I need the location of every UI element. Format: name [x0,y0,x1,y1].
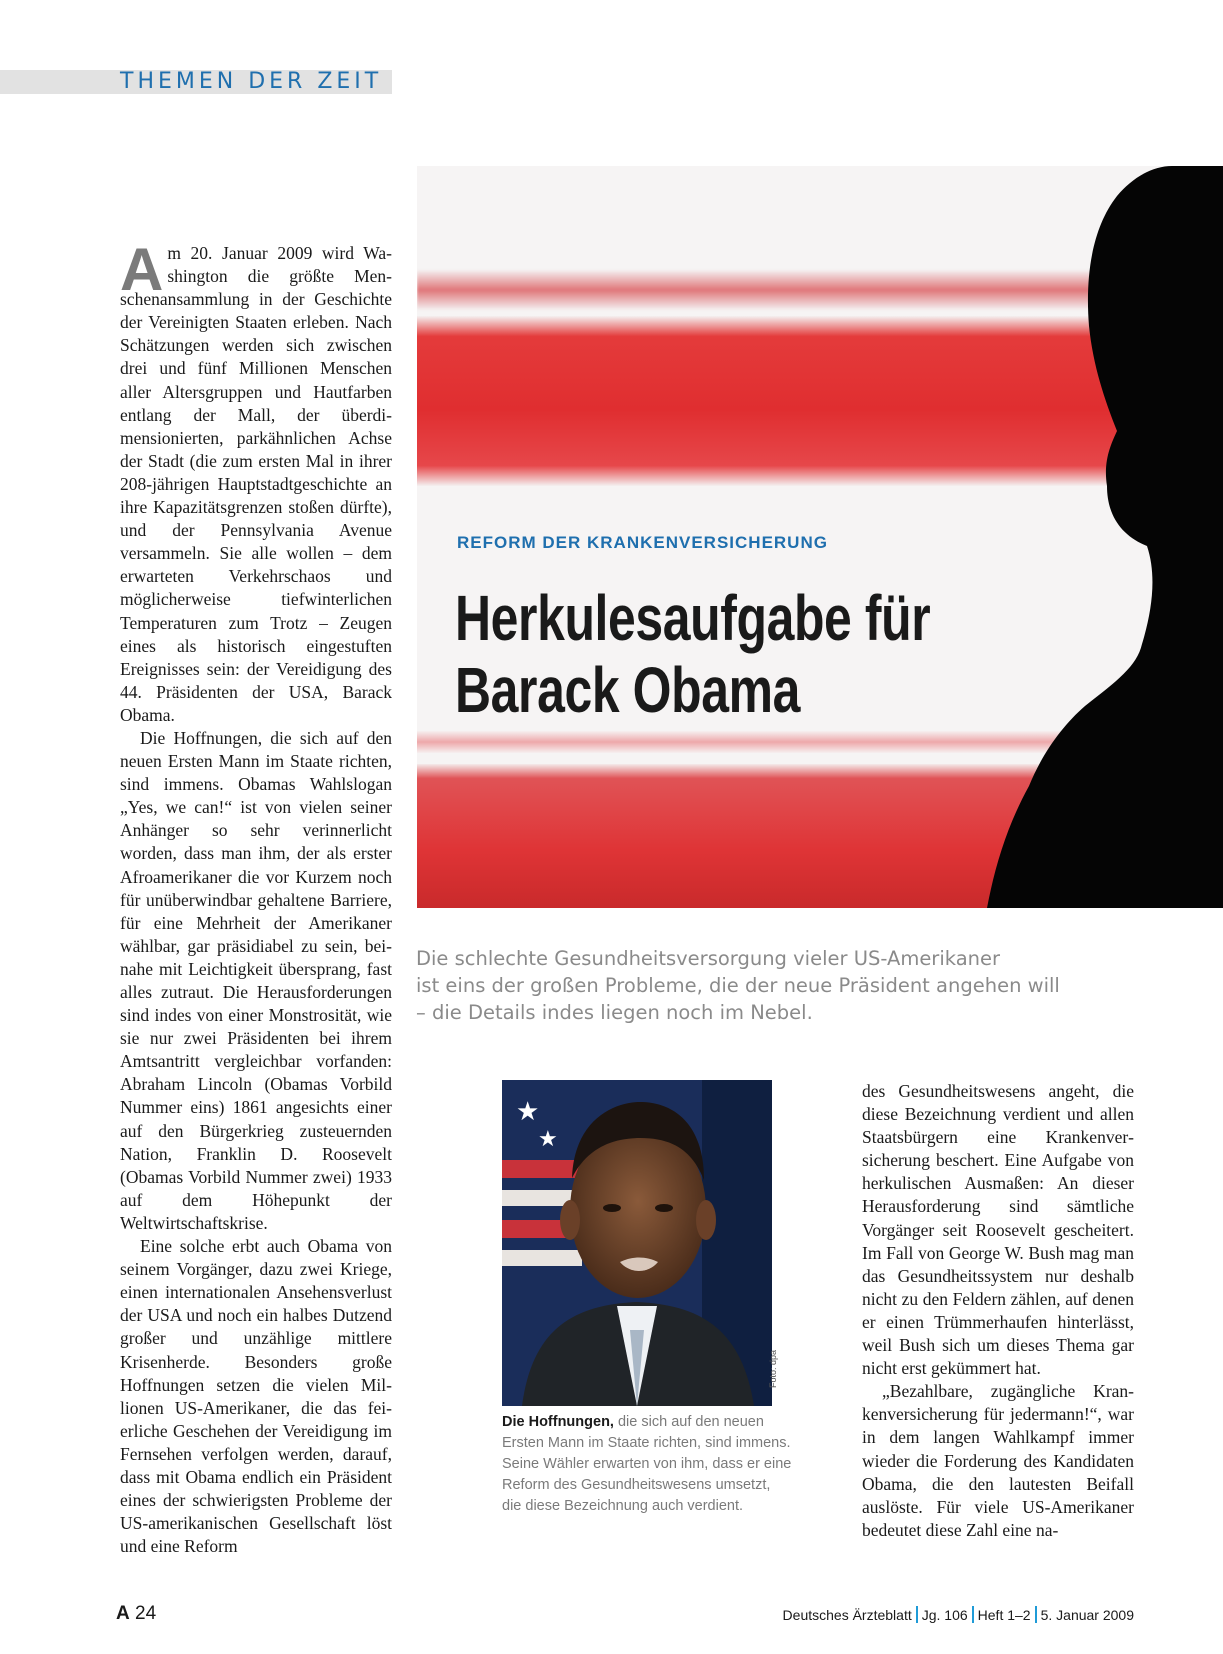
drop-cap: A [120,236,164,303]
paragraph-text: m 20. Januar 2009 wird Washington die größte Menschenansammlung in der Geschichte der Vereinigten Staaten erleben. Nach Schätzungen werden sich zwischen drei und fünf Millionen Menschen aller Altersgruppen und Hautfarben entlang der Mall, der überdimensionierten, parkähnlichen Achse der Stadt (die zum ersten Mal in ihrer 208-jährigen Hauptstadtgeschichte an ihre Kapazitätsgrenzen stoßen dürfte), und der Pennsylvania Avenue versammeln. Sie alle wollen – dem erwarteten Verkehrschaos und möglicherweise tiefwinterlichen Temperaturen zum Trotz – Zeugen eines als historisch eingestuften Ereignisses sein: der Vereidigung des 44. Präsidenten der USA, Barack Obama. [120,243,392,725]
photo-credit: Foto: dpa [768,1349,778,1388]
lead-line: – die Details indes liegen noch im Nebel. [416,1001,813,1024]
journal-volume: Jg. 106 [921,1607,968,1623]
body-paragraph [120,236,392,727]
headline-line: Barack Obama [455,654,800,726]
footer-separator [972,1606,974,1623]
journal-date: 5. Januar 2009 [1040,1607,1134,1623]
obama-portrait-photo [502,1080,772,1406]
journal-name: Deutsches Ärzteblatt [782,1607,912,1623]
caption-line: Seine Wähler erwarten von ihm, dass er eine [502,1456,792,1472]
caption-line [502,1412,792,1433]
body-column-left [120,236,392,1558]
headline-line: Herkulesaufgabe für [455,582,931,654]
svg-text:★: ★ [516,1097,540,1127]
body-paragraph: des Gesundheitswesens angeht, die diese Bezeichnung verdient und allen Staatsbürgern eine Krankenversicherung beschert. Eine Aufgabe von herkulischen Ausmaßen: An dieser Herausforderung sind sämtliche Vorgänger seit Roosevelt gescheitert. Im Fall von George W. Bush mag man das Gesundheitssystem nur deshalb nicht zu den Feldern zählen, auf denen er einen Trümmerhaufen hinterlässt, weil Bush sich um dieses Thema gar nicht erst gekümmert hat. [862,1081,1134,1379]
body-paragraph: Eine solche erbt auch Obama von seinem Vorgänger, dazu zwei Kriege, einen internationalen Ansehensverlust der USA und noch ein halbes Dutzend großer und unzählige mittlere Krisenherde. Besonders große Hoffnungen setzen die vielen Millionen US-Amerikaner, die das feierliche Geschehen der Vereidigung im Fernsehen verfolgen werden, darauf, dass mit Obama endlich ein Präsident eines der schwierigsten Probleme der US-amerikanischen Gesellschaft löst und eine Reform [120,1236,392,1557]
caption-text: die sich auf den neuen [613,1414,764,1430]
photo-caption [502,1412,792,1517]
svg-text:★: ★ [538,1127,558,1152]
footer-separator [916,1606,918,1623]
journal-issue: Heft 1–2 [977,1607,1031,1623]
page-folio [116,1603,156,1625]
lead-line: ist eins der großen Probleme, die der neue Präsident angehen will [416,974,1060,997]
body-paragraph: „Bezahlbare, zugängliche Krankenversicherung für jedermann!“, war in dem langen Wahlkampf immer wieder die Forderung des Kandidaten Obama, die den lautesten Beifall auslöste. Für viele US-Amerikaner bedeutet diese Zahl eine na- [862,1381,1134,1540]
caption-line: Ersten Mann im Staate richten, sind immens. [502,1435,791,1451]
body-column-right [862,1080,1134,1542]
footer-separator [1035,1606,1037,1623]
article-headline [455,582,939,726]
body-paragraph: Die Hoffnungen, die sich auf den neuen Ersten Mann im Staate richten, sind immens. Obamas Wahlslogan „Yes, we can!“ ist von vielen seiner Anhänger so sehr verinnerlicht worden, dass man ihm, der als erster Afroamerikaner die vor Kurzem noch für unüberwindbar gehaltene Barriere, für eine Mehrheit der Amerikaner wählbar, gar präsidiabel zu sein, beinahe mit Leichtigkeit übersprang, fast alles zutraut. Die Herausforderungen sind indes von einer Monstrosität, wie sie nur zwei Präsidenten bei ihrem Amtsantritt vergleichbar vorfanden: Abraham Lincoln (Obamas Vorbild Nummer eins) 1861 angesichts einer auf den Bürgerkrieg zusteuernden Nation, Franklin D. Roosevelt (Obamas Vorbild Nummer zwei) 1933 auf dem Höhepunkt der Weltwirtschaftskrise. [120,727,392,1233]
page-number: 24 [135,1603,157,1624]
portrait-illustration [502,1080,772,1406]
page-prefix: A [116,1603,130,1624]
section-rubric: THEMEN DER ZEIT [120,69,383,94]
article-kicker: REFORM DER KRANKENVERSICHERUNG [457,533,828,552]
caption-line: Reform des Gesundheitswesens umsetzt, [502,1477,771,1493]
caption-lead: Die Hoffnungen, [502,1414,614,1430]
caption-line: die diese Bezeichnung auch verdient. [502,1498,744,1514]
lead-line: Die schlechte Gesundheitsversorgung vieler US-Amerikaner [416,947,1001,970]
article-lead [416,945,1116,1026]
journal-footer [783,1606,1134,1623]
